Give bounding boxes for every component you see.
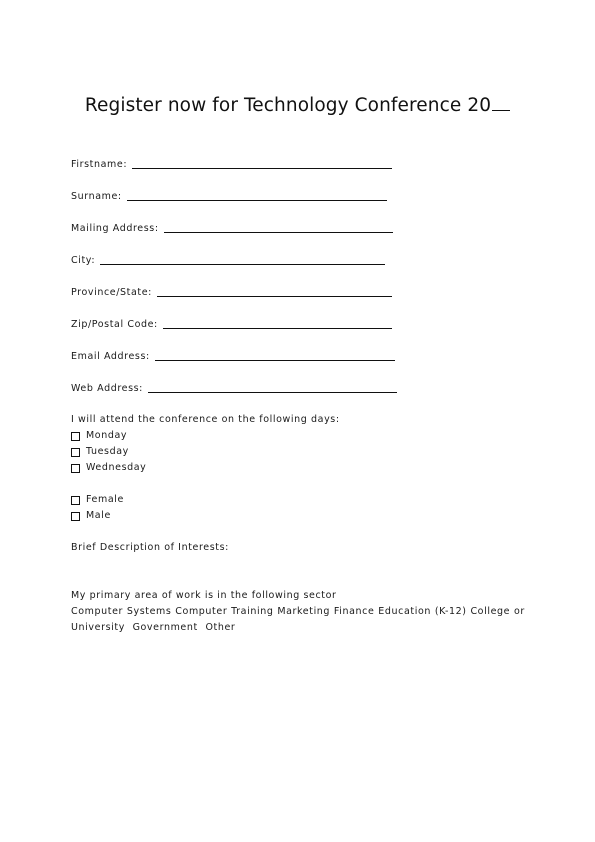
checkbox-icon[interactable] — [71, 448, 80, 457]
checkbox-icon[interactable] — [71, 496, 80, 505]
year-blank[interactable] — [492, 96, 510, 111]
firstname-field — [71, 155, 392, 171]
web-address-field — [71, 379, 397, 395]
email-label: Email Address: — [71, 351, 150, 362]
checkbox-icon[interactable] — [71, 464, 80, 473]
interests-label: Brief Description of Interests: — [71, 542, 229, 553]
day-option-wednesday[interactable] — [71, 462, 146, 474]
sector-word[interactable]: Finance — [333, 606, 375, 617]
sector-word[interactable]: University — [71, 622, 125, 633]
mailing-address-field — [71, 219, 393, 235]
checkbox-icon[interactable] — [71, 432, 80, 441]
page-title — [0, 95, 595, 116]
sector-word[interactable]: Other — [205, 622, 236, 633]
email-input-line[interactable] — [155, 360, 395, 361]
sector-word[interactable]: (K-12) — [434, 606, 467, 617]
surname-input-line[interactable] — [127, 200, 387, 201]
city-input-line[interactable] — [100, 264, 385, 265]
day-option-monday[interactable] — [71, 430, 127, 442]
day-label-wednesday: Wednesday — [86, 462, 147, 473]
checkbox-icon[interactable] — [71, 512, 80, 521]
email-field — [71, 347, 395, 363]
firstname-label: Firstname: — [71, 159, 128, 170]
province-state-field — [71, 283, 392, 299]
zip-postal-label: Zip/Postal Code: — [71, 319, 158, 330]
city-label: City: — [71, 255, 96, 266]
surname-label: Surname: — [71, 191, 122, 202]
day-label-tuesday: Tuesday — [86, 446, 129, 457]
day-label-monday: Monday — [86, 430, 128, 441]
gender-option-male[interactable] — [71, 510, 111, 522]
mailing-address-input-line[interactable] — [164, 232, 393, 233]
sector-options-line-2 — [71, 622, 239, 634]
page-title-text: Register now for Technology Conference 20 — [84, 95, 492, 116]
sector-word[interactable]: or — [513, 606, 525, 617]
web-address-label: Web Address: — [71, 383, 143, 394]
sector-word[interactable]: Systems — [126, 606, 172, 617]
web-address-input-line[interactable] — [148, 392, 397, 393]
sector-word[interactable]: Marketing — [277, 606, 331, 617]
gender-option-female[interactable] — [71, 494, 124, 506]
sector-word[interactable]: College — [470, 606, 511, 617]
province-state-label: Province/State: — [71, 287, 152, 298]
sector-options-line-1 — [71, 606, 525, 618]
surname-field — [71, 187, 387, 203]
sector-prompt: My primary area of work is in the following sector — [71, 590, 337, 601]
sector-word[interactable]: Training — [231, 606, 274, 617]
sector-word[interactable]: Government — [132, 622, 198, 633]
sector-word[interactable]: Education — [378, 606, 431, 617]
province-state-input-line[interactable] — [157, 296, 392, 297]
zip-postal-field — [71, 315, 392, 331]
gender-label-male: Male — [86, 510, 111, 521]
mailing-address-label: Mailing Address: — [71, 223, 159, 234]
firstname-input-line[interactable] — [132, 168, 392, 169]
sector-word[interactable]: Computer — [71, 606, 124, 617]
city-field — [71, 251, 385, 267]
gender-label-female: Female — [86, 494, 124, 505]
attendance-prompt: I will attend the conference on the following days: — [71, 414, 340, 425]
day-option-tuesday[interactable] — [71, 446, 129, 458]
zip-postal-input-line[interactable] — [163, 328, 392, 329]
sector-word[interactable]: Computer — [175, 606, 228, 617]
